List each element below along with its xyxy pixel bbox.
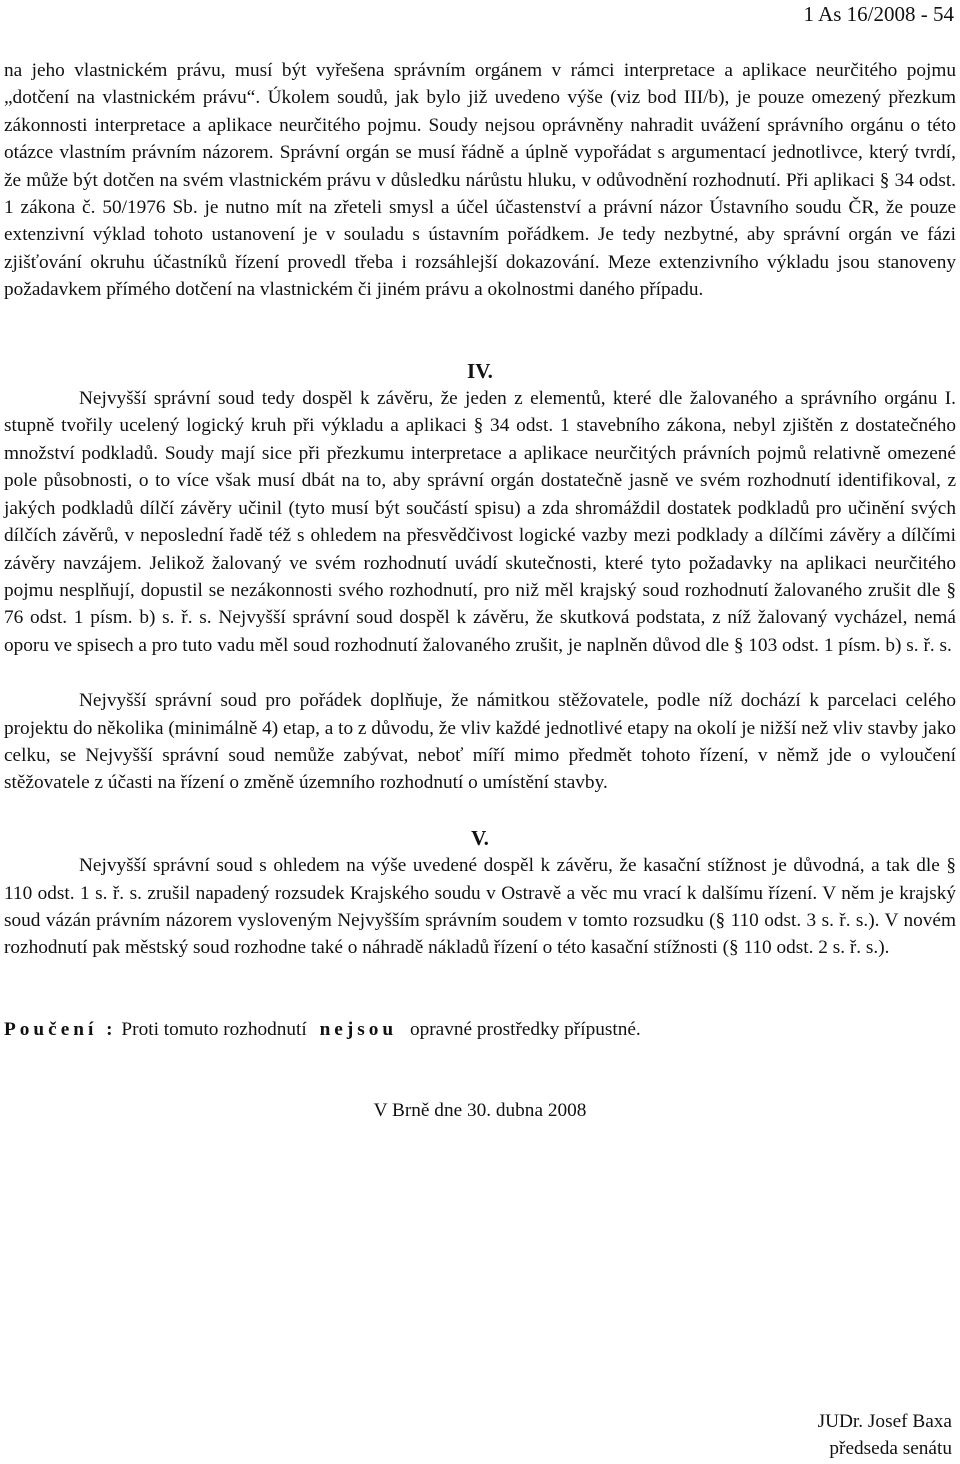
case-number-header: 1 As 16/2008 - 54 <box>803 2 954 26</box>
spacer <box>4 962 956 1016</box>
instruction-text-before: Proti tomuto rozhodnutí <box>121 1018 307 1040</box>
document-body <box>4 57 956 1125</box>
spacer <box>4 1043 956 1097</box>
continuation-paragraph: na jeho vlastnickém právu, musí být vyřešena správním orgánem v rámci interpretace a aplikace neurčitého pojmu „dotčení na vlastnickém právu“. Úkolem soudů, jak bylo již uvedeno výše (viz bod III/b), je pouze omezený přezkum zákonnosti interpretace a aplikace neurčitého pojmu. Soudy nejsou oprávněny nahradit uvážení správního orgánu o této otázce vlastním právním názorem. Správní orgán se musí řádně a úplně vypořádat s argumentací jednotlivce, který tvrdí, že může být dotčen na svém vlastnickém právu v důsledku nárůstu hluku, v odůvodnění rozhodnutí. Při aplikaci § 34 odst. 1 zákona č. 50/1976 Sb. je nutno mít na zřeteli smysl a účel účastenství a právní názor Ústavního soudu ČR, že pouze extenzivní výklad tohoto ustanovení je v souladu s ústavním pořádkem. Je tedy nezbytné, aby správní orgán ve fázi zjišťování okruhu účastníků řízení provedl třeba i rozsáhlejší dokazování. Meze extenzivního výkladu jsou stanoveny požadavkem přímého dotčení na vlastnickém či jiném právu a okolnostmi daného případu. <box>4 60 956 301</box>
section-iv-paragraph-2: Nejvyšší správní soud pro pořádek doplňuje, že námitkou stěžovatele, podle níž dochází k parcelaci celého projektu do několika (minimálně 4) etap, a to z důvodu, že vliv každé jednotlivé etapy na okolí je nižší než vliv stavby jako celku, se Nejvyšší správní soud nemůže zabývat, neboť míří mimo předmět tohoto řízení, v němž jde o vyloučení stěžovatele z účasti na řízení o změně územního rozhodnutí o umístění stavby. <box>4 690 957 794</box>
spacer <box>4 659 956 687</box>
signature-name: JUDr. Josef Baxa <box>817 1411 952 1432</box>
spacer <box>4 797 956 825</box>
instruction-emphasis: nejsou <box>319 1018 398 1040</box>
spacer <box>4 304 956 358</box>
date-line: V Brně dne 30. dubna 2008 <box>373 1100 587 1122</box>
instruction-line <box>4 1016 956 1043</box>
instruction-label: Poučení : <box>4 1018 117 1040</box>
section-v-heading: V. <box>471 825 489 850</box>
signature-role: předseda senátu <box>829 1438 952 1459</box>
signature-block <box>818 1408 952 1462</box>
section-iv-heading: IV. <box>467 358 493 383</box>
section-iv-paragraph-1: Nejvyšší správní soud tedy dospěl k závěru, že jeden z elementů, které dle žalovaného a správního orgánu I. stupně tvořily ucelený logický kruh při výkladu a aplikaci § 34 odst. 1 stavebního zákona, nebyl zjištěn z dostatečného množství podkladů. Soudy mají sice při přezkumu interpretace a aplikace neurčitých právních pojmů relativně omezené pole působnosti, o to více však musí dbát na to, aby správní orgán dostatečně jasně ve svém rozhodnutí identifikoval, z jakých podkladů dílčí závěry učinil (tyto musí být součástí spisu) a zda shromáždil dostatek podkladů pro učinění svých dílčích závěrů, v neposlední řadě též s ohledem na přesvědčivost logické vazby mezi podklady a dílčími závěry a dílčími závěry navzájem. Jelikož žalovaný ve svém rozhodnutí uvádí skutečnosti, které tyto požadavky na aplikaci neurčitého pojmu nesplňují, dopustil se nezákonnosti svého rozhodnutí, pro niž měl krajský soud rozhodnutí žalovaného zrušit dle § 76 odst. 1 písm. b) s. ř. s. Nejvyšší správní soud dospěl k závěru, že skutková podstata, z níž žalovaný vycházel, nemá oporu ve spisech a pro tuto vadu měl soud rozhodnutí žalovaného zrušit, je naplněn důvod dle § 103 odst. 1 písm. b) s. ř. s. <box>4 388 956 656</box>
instruction-text-after: opravné prostředky přípustné. <box>409 1018 641 1040</box>
section-v-paragraph: Nejvyšší správní soud s ohledem na výše uvedené dospěl k závěru, že kasační stížnost je důvodná, a tak dle § 110 odst. 1 s. ř. s. zrušil napadený rozsudek Krajského soudu v Ostravě a věc mu vrací k dalšímu řízení. V něm je krajský soud vázán právním názorem vysloveným Nejvyšším správním soudem v tomto rozsudku (§ 110 odst. 3 s. ř. s.). V novém rozhodnutí pak městský soud rozhodne také o náhradě nákladů řízení o této kasační stížnosti (§ 110 odst. 2 s. ř. s.). <box>4 855 956 959</box>
